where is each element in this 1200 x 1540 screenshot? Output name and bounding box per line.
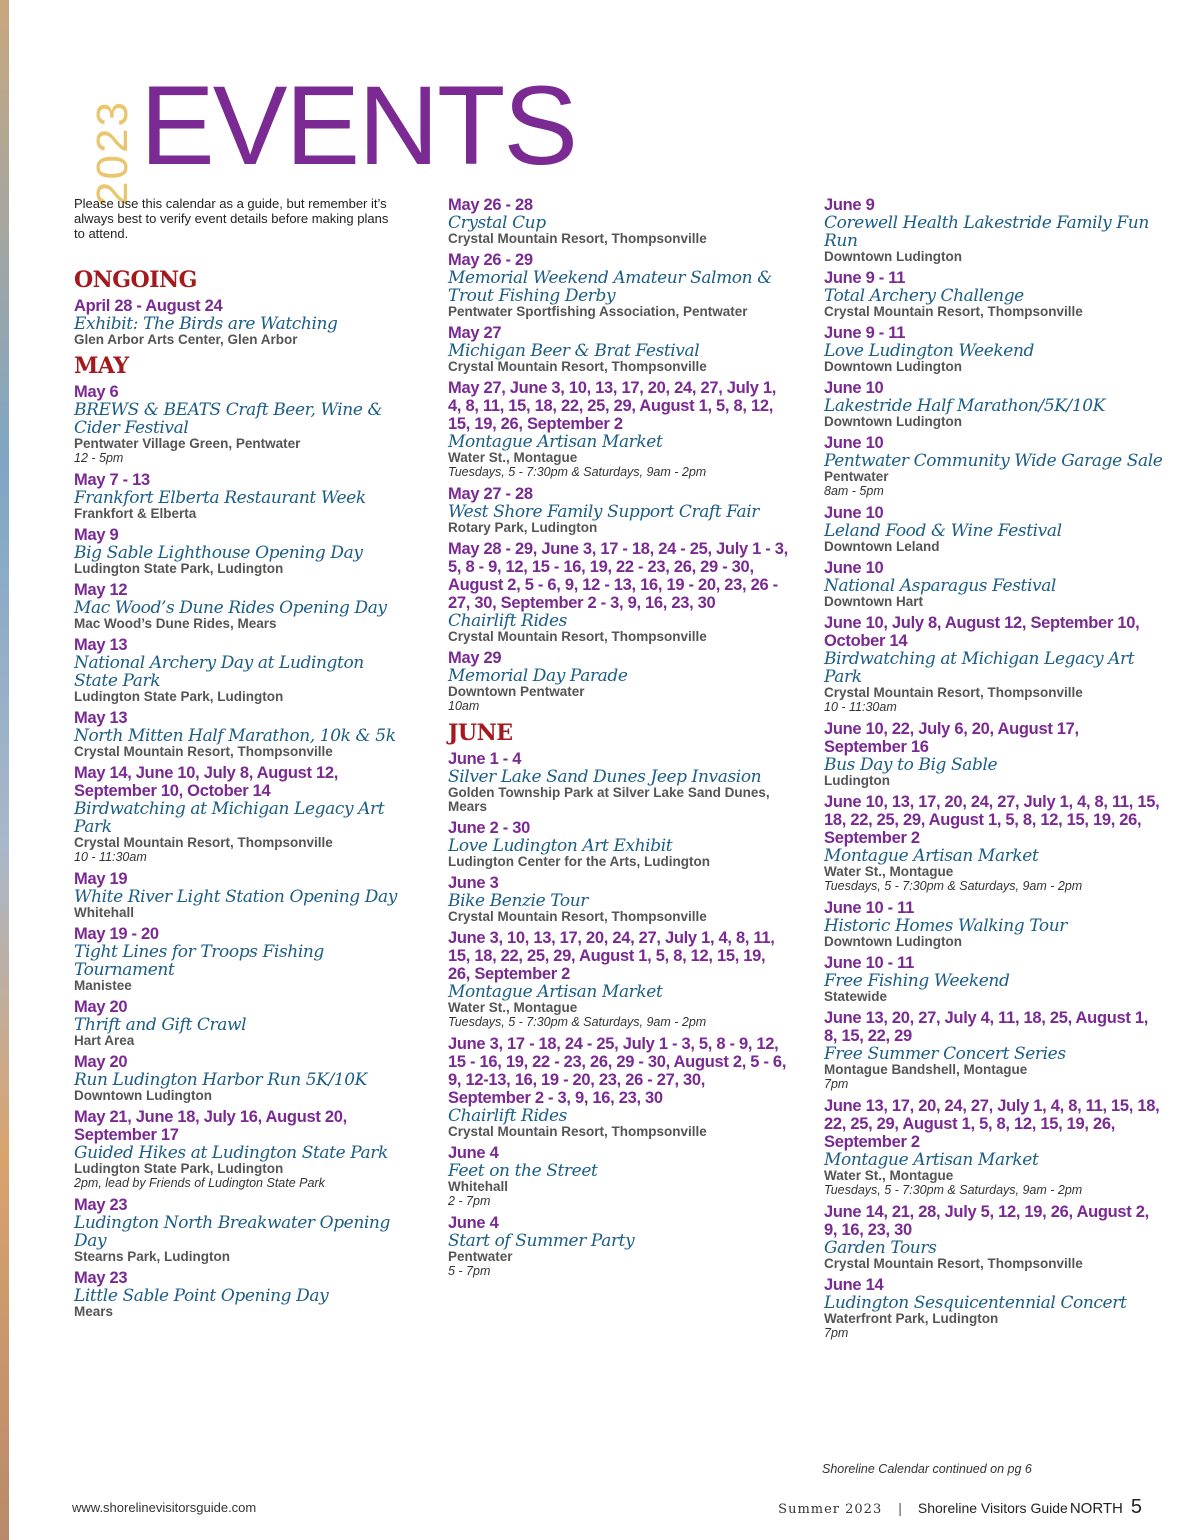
- event-location: Water St., Montague: [448, 450, 578, 465]
- event-location: Montague Bandshell, Montague: [824, 1062, 1028, 1077]
- event-location: Downtown Ludington: [824, 934, 962, 949]
- event-title: Guided Hikes at Ludington State Park: [74, 1143, 388, 1163]
- event-title: West Shore Family Support Craft Fair: [448, 502, 759, 522]
- event-time: Tuesdays, 5 - 7:30pm & Saturdays, 9am - 2pm: [824, 879, 1083, 893]
- event-item: [824, 324, 1164, 374]
- event-title: Leland Food & Wine Festival: [824, 521, 1062, 541]
- event-item: [824, 899, 1164, 949]
- event-item: [824, 196, 1164, 264]
- event-location: Pentwater Village Green, Pentwater: [74, 436, 301, 451]
- section-heading: JUNE: [448, 720, 513, 746]
- event-time: Tuesdays, 5 - 7:30pm & Saturdays, 9am - 2pm: [448, 1015, 707, 1029]
- event-date: June 4: [448, 1214, 499, 1232]
- event-item: [448, 750, 788, 814]
- footer-region: NORTH: [1069, 1500, 1123, 1517]
- event-location: Water St., Montague: [824, 864, 954, 879]
- event-date: April 28 - August 24: [74, 297, 223, 315]
- event-item: [74, 870, 404, 920]
- event-date: May 26 - 28: [448, 196, 533, 214]
- event-title: White River Light Station Opening Day: [74, 887, 397, 907]
- event-item: [824, 504, 1164, 554]
- event-item: [74, 1269, 404, 1319]
- event-title: Feet on the Street: [448, 1161, 598, 1181]
- event-title: Montague Artisan Market: [448, 982, 663, 1002]
- event-item: [74, 526, 404, 576]
- event-title: Ludington Sesquicentennial Concert: [824, 1293, 1127, 1313]
- event-time: 10 - 11:30am: [824, 700, 897, 714]
- event-date: May 19: [74, 870, 128, 888]
- event-item: [74, 636, 404, 704]
- event-title: Big Sable Lighthouse Opening Day: [74, 543, 363, 563]
- column-2-events: [448, 196, 788, 1279]
- event-location: Frankfort & Elberta: [74, 506, 197, 521]
- column-3-events: [824, 196, 1164, 1341]
- event-date: May 26 - 29: [448, 251, 533, 269]
- event-date: June 13, 20, 27, July 4, 11, 18, 25, August 1, 8, 15, 22, 29: [824, 1009, 1149, 1045]
- event-title: North Mitten Half Marathon, 10k & 5k: [74, 726, 396, 746]
- event-location: Downtown Ludington: [824, 249, 962, 264]
- event-location: Crystal Mountain Resort, Thompsonville: [824, 1256, 1083, 1271]
- event-title: Lakestride Half Marathon/5K/10K: [824, 396, 1106, 416]
- event-location: Glen Arbor Arts Center, Glen Arbor: [74, 332, 298, 347]
- event-date: June 1 - 4: [448, 750, 522, 768]
- intro-text: Please use this calendar as a guide, but remember it’s always best to verify event details before making plans to attend.: [74, 196, 389, 241]
- event-title: National Archery Day at Ludington State Park: [74, 653, 364, 691]
- event-item: [448, 1035, 788, 1139]
- event-location: Crystal Mountain Resort, Thompsonville: [448, 231, 707, 246]
- event-item: [824, 269, 1164, 319]
- event-title: Ludington North Breakwater Opening Day: [74, 1213, 390, 1251]
- section-heading: MAY: [74, 353, 129, 379]
- event-title: Silver Lake Sand Dunes Jeep Invasion: [448, 767, 762, 787]
- year-label: 2023: [88, 100, 137, 206]
- event-time: 10 - 11:30am: [74, 850, 147, 864]
- event-item: [448, 251, 788, 319]
- event-item: [448, 649, 788, 714]
- event-date: June 13, 17, 20, 24, 27, July 1, 4, 8, 11, 15, 18, 22, 25, 29, August 1, 5, 8, 12, 15, 19, 26, September 2: [824, 1097, 1160, 1151]
- event-item: [74, 581, 404, 631]
- event-title: Run Ludington Harbor Run 5K/10K: [74, 1070, 367, 1090]
- event-location: Crystal Mountain Resort, Thompsonville: [824, 304, 1083, 319]
- event-date: June 3, 17 - 18, 24 - 25, July 1 - 3, 5, 8 - 9, 12, 15 - 16, 19, 22 - 23, 26, 29 - 30, August 2, 5 - 6, 9, 12-13, 16, 19 - 20, 23, 26 - 27, 30, September 2 - 3, 9, 16, 23, 30: [448, 1035, 787, 1107]
- event-item: [824, 614, 1164, 715]
- event-location: Mac Wood’s Dune Rides, Mears: [74, 616, 277, 631]
- event-item: [824, 1097, 1164, 1198]
- event-location: Downtown Ludington: [74, 1088, 212, 1103]
- event-location: Crystal Mountain Resort, Thompsonville: [448, 1124, 707, 1139]
- event-location: Pentwater: [448, 1249, 513, 1264]
- event-date: May 12: [74, 581, 128, 599]
- page-edge-strip: [0, 0, 9, 1540]
- event-location: Crystal Mountain Resort, Thompsonville: [824, 685, 1083, 700]
- event-date: June 14: [824, 1276, 884, 1294]
- event-date: May 19 - 20: [74, 925, 159, 943]
- event-title: Michigan Beer & Brat Festival: [448, 341, 700, 361]
- event-location: Golden Township Park at Silver Lake Sand Dunes, Mears: [448, 785, 770, 814]
- footer-season: Summer 2023: [778, 1502, 883, 1517]
- event-item: [74, 925, 404, 993]
- event-title: Crystal Cup: [448, 213, 546, 233]
- event-date: May 20: [74, 998, 128, 1016]
- event-title: Garden Tours: [824, 1238, 937, 1258]
- event-location: Ludington State Park, Ludington: [74, 561, 284, 576]
- event-date: May 29: [448, 649, 502, 667]
- event-date: June 9 - 11: [824, 324, 906, 342]
- event-location: Crystal Mountain Resort, Thompsonville: [74, 744, 333, 759]
- section-heading: ONGOING: [74, 267, 197, 293]
- event-date: May 27 - 28: [448, 485, 533, 503]
- event-date: May 13: [74, 709, 128, 727]
- event-item: [824, 434, 1164, 499]
- event-title: Free Summer Concert Series: [824, 1044, 1066, 1064]
- event-item: [74, 1108, 404, 1191]
- event-date: May 28 - 29, June 3, 17 - 18, 24 - 25, July 1 - 3, 5, 8 - 9, 12, 15 - 16, 19, 22 - 23, 26, 29 - 30, August 2, 5 - 6, 9, 12 - 13, 16, 19 - 20, 23, 26 - 27, 30, September 2 - 3, 9, 16, 23, 30: [448, 540, 788, 612]
- event-date: June 3: [448, 874, 499, 892]
- event-title: Historic Homes Walking Tour: [824, 916, 1067, 936]
- event-location: Crystal Mountain Resort, Thompsonville: [448, 909, 707, 924]
- event-location: Crystal Mountain Resort, Thompsonville: [448, 359, 707, 374]
- website-link[interactable]: www.shorelinevisitorsguide.com: [72, 1500, 257, 1515]
- event-title: Exhibit: The Birds are Watching: [74, 314, 338, 334]
- event-item: [824, 720, 1164, 788]
- event-date: June 10, 22, July 6, 20, August 17, September 16: [824, 720, 1079, 756]
- event-location: Downtown Ludington: [824, 414, 962, 429]
- events-column-1: [74, 196, 404, 1324]
- continued-note: Shoreline Calendar continued on pg 6: [822, 1462, 1032, 1476]
- event-title: Memorial Day Parade: [448, 666, 628, 686]
- event-time: Tuesdays, 5 - 7:30pm & Saturdays, 9am - 2pm: [824, 1183, 1083, 1197]
- event-title: Start of Summer Party: [448, 1231, 635, 1251]
- event-item: [448, 324, 788, 374]
- event-item: [448, 540, 788, 644]
- event-location: Statewide: [824, 989, 888, 1004]
- event-title: BREWS & BEATS Craft Beer, Wine & Cider Festival: [74, 400, 383, 438]
- event-item: [824, 1203, 1164, 1271]
- page-title: EVENTS: [140, 63, 577, 188]
- event-date: May 6: [74, 383, 119, 401]
- event-time: 7pm: [824, 1077, 849, 1091]
- event-title: Tight Lines for Troops Fishing Tournament: [74, 942, 324, 980]
- event-item: [824, 559, 1164, 609]
- event-title: Mac Wood’s Dune Rides Opening Day: [74, 598, 387, 618]
- event-location: Downtown Ludington: [824, 359, 962, 374]
- event-location: Mears: [74, 1304, 114, 1319]
- event-item: [824, 1009, 1164, 1092]
- page-number: 5: [1130, 1496, 1142, 1518]
- event-location: Downtown Leland: [824, 539, 940, 554]
- event-location: Ludington State Park, Ludington: [74, 1161, 284, 1176]
- event-location: Crystal Mountain Resort, Thompsonville: [448, 629, 707, 644]
- event-item: [448, 1144, 788, 1209]
- event-date: June 10: [824, 379, 884, 397]
- events-column-2: [448, 196, 788, 1284]
- event-title: Frankfort Elberta Restaurant Week: [74, 488, 366, 508]
- event-title: Birdwatching at Michigan Legacy Art Park: [824, 649, 1135, 687]
- footer-guide-name: Shoreline Visitors Guide: [917, 1500, 1068, 1516]
- event-date: May 20: [74, 1053, 128, 1071]
- event-location: Waterfront Park, Ludington: [824, 1311, 999, 1326]
- event-time: 2pm, lead by Friends of Ludington State Park: [74, 1176, 325, 1190]
- event-item: [74, 471, 404, 521]
- footer-publication: [778, 1496, 1142, 1519]
- event-item: [448, 819, 788, 869]
- event-title: Montague Artisan Market: [824, 1150, 1039, 1170]
- event-date: May 21, June 18, July 16, August 20, September 17: [74, 1108, 347, 1144]
- event-item: [448, 929, 788, 1030]
- event-date: June 3, 10, 13, 17, 20, 24, 27, July 1, 4, 8, 11, 15, 18, 22, 25, 29, August 1, 5, 8, 12, 15, 19, 26, September 2: [448, 929, 775, 983]
- event-title: Pentwater Community Wide Garage Sale: [824, 451, 1163, 471]
- event-date: June 10: [824, 559, 884, 577]
- event-title: Birdwatching at Michigan Legacy Art Park: [74, 799, 385, 837]
- event-date: June 2 - 30: [448, 819, 530, 837]
- event-item: [824, 954, 1164, 1004]
- event-item: [448, 485, 788, 535]
- event-time: 5 - 7pm: [448, 1264, 491, 1278]
- event-date: June 10, 13, 17, 20, 24, 27, July 1, 4, 8, 11, 15, 18, 22, 25, 29, August 1, 5, 8, 12, 15, 19, 26, September 2: [824, 793, 1160, 847]
- event-location: Water St., Montague: [824, 1168, 954, 1183]
- event-location: Stearns Park, Ludington: [74, 1249, 231, 1264]
- event-title: Corewell Health Lakestride Family Fun Run: [824, 213, 1149, 251]
- event-title: National Asparagus Festival: [824, 576, 1056, 596]
- event-item: [824, 793, 1164, 894]
- event-item: [74, 709, 404, 759]
- event-item: [824, 379, 1164, 429]
- event-date: May 27: [448, 324, 502, 342]
- event-title: Total Archery Challenge: [824, 286, 1024, 306]
- event-item: [448, 379, 788, 480]
- event-date: June 10, July 8, August 12, September 10, October 14: [824, 614, 1140, 650]
- event-item: [74, 764, 404, 865]
- event-date: June 9: [824, 196, 875, 214]
- events-column-3: [824, 196, 1164, 1346]
- event-location: Downtown Pentwater: [448, 684, 585, 699]
- event-time: 7pm: [824, 1326, 849, 1340]
- event-title: Little Sable Point Opening Day: [74, 1286, 329, 1306]
- event-location: Whitehall: [448, 1179, 508, 1194]
- event-date: June 10: [824, 434, 884, 452]
- event-location: Manistee: [74, 978, 132, 993]
- event-time: 2 - 7pm: [448, 1194, 491, 1208]
- event-location: Ludington Center for the Arts, Ludington: [448, 854, 710, 869]
- event-title: Bus Day to Big Sable: [824, 755, 998, 775]
- event-title: Montague Artisan Market: [824, 846, 1039, 866]
- event-location: Pentwater: [824, 469, 889, 484]
- event-item: [74, 383, 404, 466]
- event-item: [74, 998, 404, 1048]
- event-title: Free Fishing Weekend: [824, 971, 1010, 991]
- event-title: Chairlift Rides: [448, 1106, 567, 1126]
- event-time: 12 - 5pm: [74, 451, 124, 465]
- event-date: May 13: [74, 636, 128, 654]
- event-item: [824, 1276, 1164, 1341]
- event-date: June 4: [448, 1144, 499, 1162]
- event-location: Ludington: [824, 773, 890, 788]
- event-title: Bike Benzie Tour: [448, 891, 588, 911]
- event-date: May 14, June 10, July 8, August 12, September 10, October 14: [74, 764, 338, 800]
- column-1-events: [74, 267, 404, 1319]
- event-date: May 23: [74, 1196, 128, 1214]
- event-item: [74, 1053, 404, 1103]
- event-date: May 27, June 3, 10, 13, 17, 20, 24, 27, July 1, 4, 8, 11, 15, 18, 22, 25, 29, August 1, 5, 8, 12, 15, 19, 26, September 2: [448, 379, 777, 433]
- event-location: Whitehall: [74, 905, 134, 920]
- event-title: Thrift and Gift Crawl: [74, 1015, 247, 1035]
- event-date: June 9 - 11: [824, 269, 906, 287]
- event-item: [74, 297, 404, 347]
- event-title: Love Ludington Weekend: [824, 341, 1035, 361]
- event-title: Love Ludington Art Exhibit: [448, 836, 673, 856]
- event-title: Memorial Weekend Amateur Salmon & Trout Fishing Derby: [448, 268, 772, 306]
- event-title: Chairlift Rides: [448, 611, 567, 631]
- event-location: Water St., Montague: [448, 1000, 578, 1015]
- event-location: Rotary Park, Ludington: [448, 520, 598, 535]
- event-location: Ludington State Park, Ludington: [74, 689, 284, 704]
- event-date: May 7 - 13: [74, 471, 150, 489]
- event-location: Crystal Mountain Resort, Thompsonville: [74, 835, 333, 850]
- event-time: 8am - 5pm: [824, 484, 884, 498]
- event-item: [448, 1214, 788, 1279]
- event-date: May 23: [74, 1269, 128, 1287]
- event-location: Downtown Hart: [824, 594, 923, 609]
- event-date: June 10 - 11: [824, 954, 914, 972]
- footer-separator: |: [898, 1500, 902, 1516]
- event-item: [448, 196, 788, 246]
- event-location: Hart Area: [74, 1033, 135, 1048]
- event-date: May 9: [74, 526, 119, 544]
- event-time: 10am: [448, 699, 480, 713]
- event-date: June 10 - 11: [824, 899, 914, 917]
- event-item: [74, 1196, 404, 1264]
- event-date: June 10: [824, 504, 884, 522]
- event-title: Montague Artisan Market: [448, 432, 663, 452]
- event-location: Pentwater Sportfishing Association, Pentwater: [448, 304, 748, 319]
- event-item: [448, 874, 788, 924]
- event-time: Tuesdays, 5 - 7:30pm & Saturdays, 9am - 2pm: [448, 465, 707, 479]
- event-date: June 14, 21, 28, July 5, 12, 19, 26, August 2, 9, 16, 23, 30: [824, 1203, 1149, 1239]
